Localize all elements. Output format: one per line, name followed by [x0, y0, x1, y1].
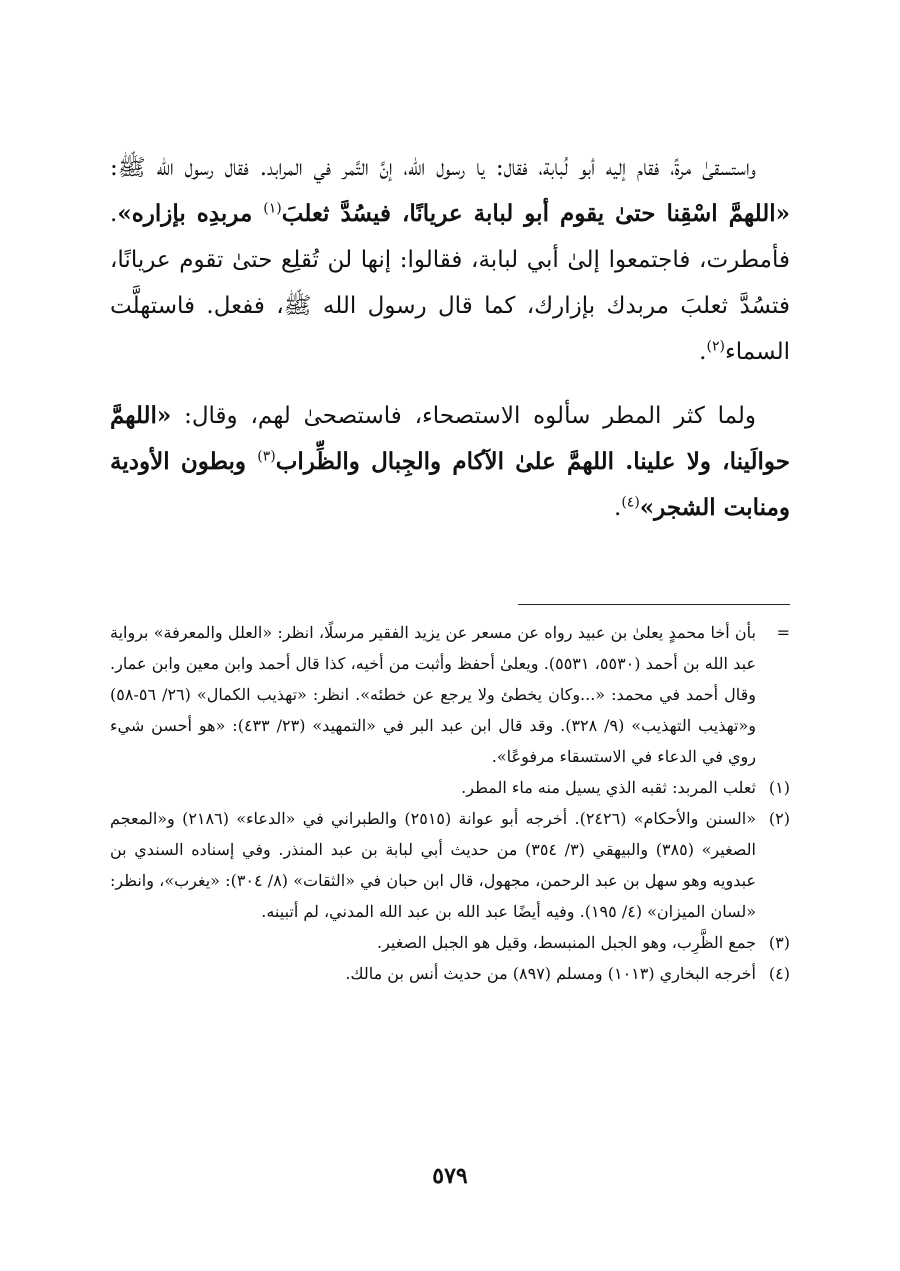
footnote-ref-2[interactable]: (٢)	[706, 338, 725, 355]
footnote-2-text: «السنن والأحكام» (٢٤٢٦). أخرجه أبو عوانة (٢٥١٥) والطبراني في «الدعاء» (٢١٨٦) و«المعجم الصغير» (٣٨٥) والبيهقي (٣/ ٣٥٤) من حديث أبي لبابة بن عبد المنذر. وفي إسناده السندي بن عبدويه وهو سهل بن عبد الرحمن، مجهول، قال ابن حبان في «الثقات» (٨/ ٣٠٤): «يغرب»، وانظر: «لسان الميزان» (٤/ ١٩٥). وفيه أيضًا عبد الله بن عبد الله المدني، لم أتبينه.	[110, 809, 757, 921]
footnote-3-text: جمع الظَّرِب، وهو الجبل المنبسط، وقيل هو الجبل الصغير.	[377, 933, 756, 952]
paragraph-2-quote-1: «اللهمَّ حوالَينا، ولا علينا. اللهمَّ علىٰ الآكام والجِبال والظِّراب	[110, 402, 790, 475]
footnote-continuation-marker: =	[776, 623, 790, 642]
footnote-continuation	[110, 617, 790, 772]
footnote-4	[110, 958, 790, 989]
footnote-4-marker: (٤)	[768, 964, 790, 983]
paragraph-1-text-3: .	[699, 339, 707, 365]
paragraph-1	[110, 145, 790, 375]
footnote-separator	[518, 604, 790, 605]
page-number: ٥٧٩	[432, 1163, 468, 1189]
footnote-2-marker: (٢)	[768, 809, 790, 828]
paragraph-2-text-1: ولما كثر المطر سألوه الاستصحاء، فاستصحىٰ لهم، وقال:	[171, 403, 756, 429]
paragraph-1-quote-1: «اللهمَّ اسْقِنا حتىٰ يقوم أبو لبابة عريانًا، فيسُدَّ ثعلبَ	[281, 200, 790, 227]
footnote-1	[110, 772, 790, 803]
footnote-3-marker: (٣)	[768, 933, 790, 952]
footnote-1-marker: (١)	[768, 778, 790, 797]
paragraph-1-text-2: . فأمطرت، فاجتمعوا إلىٰ أبي لبابة، فقالوا: إنها لن تُقلِع حتىٰ تقوم عريانًا، فتسُدَّ ثعلبَ مربدك بإزارك، كما قال رسول الله ﷺ، ففعل. فاستهلَّت السماء	[110, 201, 790, 365]
footnote-2	[110, 803, 790, 927]
paragraph-2	[110, 393, 790, 531]
footnotes	[110, 617, 790, 989]
paragraph-1-quote-2: مربدِه بإزاره»	[117, 200, 264, 227]
footnote-4-text: أخرجه البخاري (١٠١٣) ومسلم (٨٩٧) من حديث أنس بن مالك.	[345, 964, 756, 983]
body-text	[110, 145, 790, 531]
paragraph-2-text-2: .	[614, 495, 622, 521]
footnote-1-text: ثعلب المربد: ثقبه الذي يسيل منه ماء المطر.	[461, 778, 756, 797]
main-text	[110, 145, 790, 531]
footnote-ref-1[interactable]: (١)	[263, 200, 282, 217]
footnote-ref-3[interactable]: (٣)	[257, 448, 276, 465]
paragraph-2-quote-2: وبطون الأودية ومنابت الشجر»	[110, 448, 790, 521]
footnote-ref-4[interactable]: (٤)	[621, 494, 640, 511]
footnote-continuation-text: بأن أخا محمدٍ يعلىٰ بن عبيد رواه عن مسعر عن يزيد الفقير مرسلًا، انظر: «العلل والمعرفة» برواية عبد الله بن أحمد (٥٥٣٠، ٥٥٣١). ويعلىٰ أحفظ وأثبت من أخيه، كذا قال أحمد وابن معين وابن عمار. وقال أحمد في محمد: «...وكان يخطئ ولا يرجع عن خطئه». انظر: «تهذيب الكمال» (٢٦/ ٥٦-٥٨) و«تهذيب التهذيب» (٩/ ٣٢٨). وقد قال ابن عبد البر في «التمهيد» (٢٣/ ٤٣٣): «هو أحسن شيء روي في الدعاء في الاستسقاء مرفوعًا».	[110, 623, 757, 766]
footnote-3	[110, 927, 790, 958]
paragraph-1-text-1: واستسقىٰ مرةً، فقام إليه أبو لُبابة، فقال: يا رسول الله، إنَّ التَّمر في المرابد. فقال رسول الله ﷺ:	[110, 155, 756, 181]
